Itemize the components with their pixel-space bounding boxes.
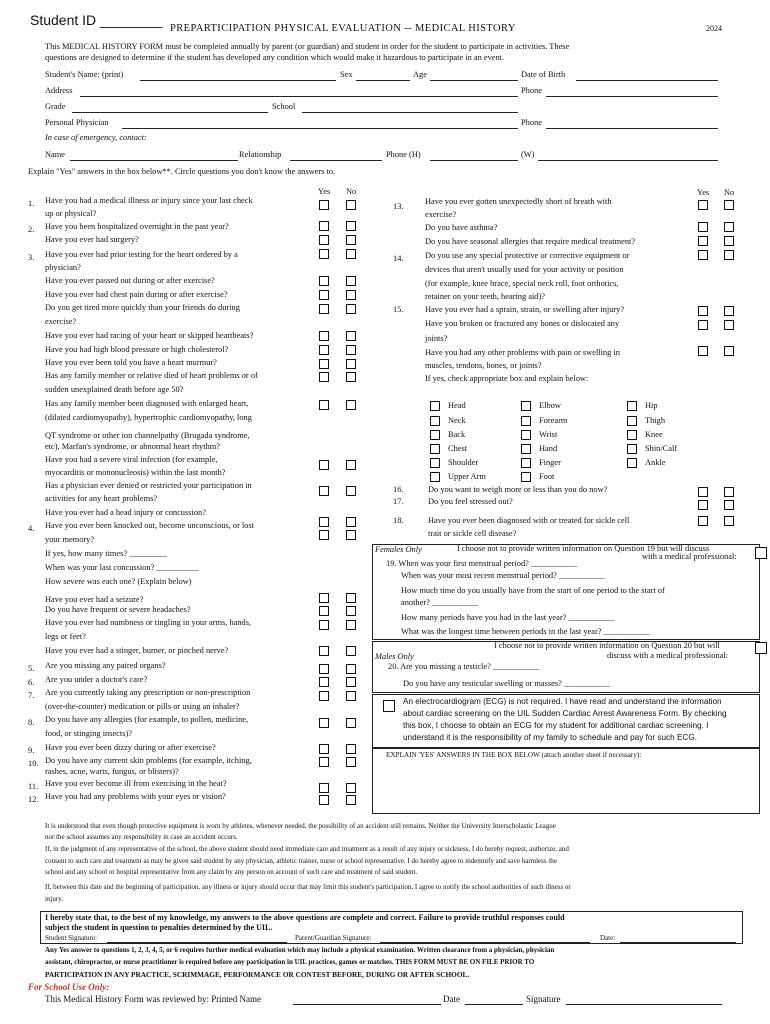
no-checkbox[interactable]	[346, 359, 356, 369]
sign-date-label: Date:	[600, 934, 616, 942]
legal-line-2: nor the school assumes any responsibility in case an accident occurs.	[45, 833, 238, 841]
no-checkbox[interactable]	[346, 606, 356, 616]
body-part-checkbox[interactable]	[627, 401, 637, 411]
yes-checkbox[interactable]	[698, 222, 708, 232]
yes-checkbox[interactable]	[698, 500, 708, 510]
no-checkbox[interactable]	[346, 593, 356, 603]
question-text: trait or sickle cell disease?	[428, 529, 517, 538]
question-number: 4.	[28, 524, 35, 533]
body-part-label: Ankle	[645, 458, 666, 467]
explain-yes-label: EXPLAIN 'YES' ANSWERS IN THE BOX BELOW (attach another sheet if necessary):	[386, 751, 642, 759]
body-part-checkbox[interactable]	[430, 430, 440, 440]
question-text: Have you ever had a sprain, strain, or swelling after injury?	[425, 305, 625, 314]
no-checkbox[interactable]	[724, 346, 734, 356]
males-choose-checkbox[interactable]	[755, 642, 767, 654]
student-name-label: Student's Name: (print)	[45, 70, 124, 79]
legal-line-4: consent to such care and treatment as may be given said student by any physician, athletic trainer, nurse or school representative. I do hereby agree to indemnify and save harmless the	[45, 857, 557, 865]
question-text: Have you ever had numbness or tingling in your arms, hands,	[45, 618, 252, 627]
body-part-label: Hip	[645, 401, 658, 410]
question-number: 8.	[28, 718, 35, 727]
phone-home-field[interactable]	[430, 160, 518, 161]
left-no-header: No	[346, 187, 357, 196]
no-checkbox[interactable]	[346, 757, 356, 767]
question-text: Have you ever had racing of your heart or skipped heartbeats?	[45, 331, 254, 340]
question-text: Have you ever become ill from exercising in the heat?	[45, 779, 227, 788]
question-number: 5.	[28, 664, 35, 673]
reviewed-by-label: This Medical History Form was reviewed by: Printed Name	[45, 994, 261, 1004]
body-part-label: Back	[448, 430, 466, 439]
question-text: Have you had any problems with your eyes or vision?	[45, 792, 226, 801]
body-part-checkbox[interactable]	[521, 401, 531, 411]
question-text: Have you ever had prior testing for the heart ordered by a	[45, 250, 238, 259]
question-text: QT syndrome or other ion channelpathy (Brugada syndrome,	[45, 431, 250, 440]
intro-line-2: questions are designed to determine if the student has developed any condition which would make it hazardous to participate in an event.	[45, 53, 505, 62]
no-checkbox[interactable]	[346, 718, 356, 728]
yes-checkbox[interactable]	[319, 290, 329, 300]
no-checkbox[interactable]	[346, 331, 356, 341]
yes-checkbox[interactable]	[319, 606, 329, 616]
reviewer-name-field[interactable]	[293, 1004, 441, 1005]
yes-checkbox[interactable]	[319, 486, 329, 496]
question-text: Have you ever had a seizure?	[45, 595, 144, 604]
footer-note-3: PARTICIPATION IN ANY PRACTICE, SCRIMMAGE, PERFORMANCE OR CONTEST BEFORE, DURING OR AFTER SCHOOL.	[45, 970, 470, 979]
question-text: Have you ever been told you have a heart murmur?	[45, 358, 217, 367]
certify-line-1: I hereby state that, to the best of my knowledge, my answers to the above questions are complete and correct. Failure to provide truthful responses could	[45, 913, 565, 922]
no-checkbox[interactable]	[346, 221, 356, 231]
question-text: Do you get tired more quickly than your friends do during	[45, 303, 240, 312]
question-text: exercise?	[45, 317, 77, 326]
ecg-checkbox[interactable]	[383, 700, 395, 712]
question-number: 17.	[393, 497, 404, 506]
yes-checkbox[interactable]	[319, 718, 329, 728]
yes-checkbox[interactable]	[319, 249, 329, 259]
student-id-label: Student ID ________	[30, 12, 163, 28]
question-text: Have you ever been knocked out, become unconscious, or lost	[45, 521, 255, 530]
question-number: 2.	[28, 225, 35, 234]
question-text: Have you had high blood pressure or high cholesterol?	[45, 345, 229, 354]
yes-checkbox[interactable]	[319, 276, 329, 286]
question-text: When was your last concussion? __________	[45, 563, 199, 572]
female-q19-e: How many periods have you had in the last year? ___________	[401, 613, 615, 622]
relationship-label: Relationship	[239, 150, 282, 159]
question-number: 16.	[393, 485, 404, 494]
yes-checkbox[interactable]	[319, 372, 329, 382]
question-text: up or physical?	[45, 209, 97, 218]
no-checkbox[interactable]	[346, 795, 356, 805]
legal-line-7: injury.	[45, 895, 64, 903]
question-text: muscles, tendons, bones, or joints?	[425, 361, 542, 370]
question-text: Has any family member or relative died of heart problems or of	[45, 371, 258, 380]
yes-checkbox[interactable]	[698, 346, 708, 356]
question-text: Have you ever had surgery?	[45, 235, 139, 244]
no-checkbox[interactable]	[724, 320, 734, 330]
male-q20-a: 20. Are you missing a testicle? ___________	[388, 662, 539, 671]
emergency-name-field[interactable]	[70, 160, 238, 161]
body-part-label: Foot	[539, 472, 555, 481]
yes-checkbox[interactable]	[319, 757, 329, 767]
relationship-field[interactable]	[290, 160, 382, 161]
female-q19-a: 19. When was your first menstrual period? ___________	[386, 559, 578, 568]
parent-signature-label: Parent/Guardian Signature:	[295, 934, 372, 942]
question-text: exercise?	[425, 210, 457, 219]
question-text: Have you had a severe viral infection (for example,	[45, 455, 218, 464]
yes-checkbox[interactable]	[319, 460, 329, 470]
question-text: Do you feel stressed out?	[428, 497, 513, 506]
yes-checkbox[interactable]	[319, 783, 329, 793]
no-checkbox[interactable]	[346, 290, 356, 300]
question-number: 13.	[393, 202, 404, 211]
no-checkbox[interactable]	[346, 372, 356, 382]
yes-checkbox[interactable]	[319, 221, 329, 231]
body-part-checkbox[interactable]	[521, 430, 531, 440]
no-checkbox[interactable]	[724, 306, 734, 316]
footer-note-2: assistant, chiropractor, or nurse practitioner is required before any participation in UIL practices, games or matches. THIS FORM MUST BE ON FILE PRIOR TO	[45, 958, 535, 966]
right-yes-header: Yes	[697, 188, 710, 197]
question-text: (dilated cardiomyopathy), hypertrophic cardiomyopathy, long	[45, 413, 252, 422]
yes-checkbox[interactable]	[319, 677, 329, 687]
yes-checkbox[interactable]	[319, 345, 329, 355]
question-text: Do you have seasonal allergies that require medical treatment?	[425, 237, 636, 246]
yes-checkbox[interactable]	[698, 487, 708, 497]
no-checkbox[interactable]	[724, 250, 734, 260]
yes-checkbox[interactable]	[698, 320, 708, 330]
body-part-checkbox[interactable]	[430, 458, 440, 468]
question-text: rashes, acne, warts, fungus, or blisters)?	[45, 767, 179, 776]
no-checkbox[interactable]	[346, 276, 356, 286]
left-yes-header: Yes	[318, 187, 331, 196]
yes-checkbox[interactable]	[319, 530, 329, 540]
female-q19-d: another? ___________	[401, 598, 478, 607]
body-part-label: Forearm	[539, 416, 568, 425]
no-checkbox[interactable]	[346, 691, 356, 701]
reviewed-date-field[interactable]	[465, 1004, 523, 1005]
females-choose-text: I choose not to provide written information on Question 19 but will discuss	[457, 544, 710, 553]
question-text: food, or stinging insects)?	[45, 729, 132, 738]
no-checkbox[interactable]	[346, 400, 356, 410]
dob-label: Date of Birth	[521, 70, 566, 79]
sign-date-field[interactable]	[620, 942, 736, 943]
question-text: Do you have any current skin problems (for example, itching,	[45, 756, 252, 765]
no-checkbox[interactable]	[346, 677, 356, 687]
grade-label: Grade	[45, 102, 66, 111]
question-text: Have you ever been diagnosed with or treated for sickle cell	[428, 516, 630, 525]
address-field[interactable]	[80, 96, 518, 97]
question-text: How severe was each one? (Explain below)	[45, 577, 192, 586]
male-q20-b: Do you have any testicular swelling or masses? ___________	[403, 679, 611, 688]
body-part-label: Shoulder	[448, 458, 479, 467]
body-part-label: Finger	[539, 458, 561, 467]
body-part-checkbox[interactable]	[430, 416, 440, 426]
legal-line-5: school and any school or hospital representative from any claim by any person on account of such care and treatment of said student.	[45, 868, 418, 876]
yes-checkbox[interactable]	[319, 593, 329, 603]
body-part-label: Shin/Calf	[645, 444, 678, 453]
explain-note: Explain "Yes" answers in the box below**. Circle questions you don't know the answers to.	[28, 167, 336, 176]
no-checkbox[interactable]	[346, 249, 356, 259]
question-text: physician?	[45, 263, 81, 272]
body-part-checkbox[interactable]	[627, 430, 637, 440]
right-no-header: No	[724, 188, 735, 197]
no-checkbox[interactable]	[346, 620, 356, 630]
yes-checkbox[interactable]	[319, 304, 329, 314]
yes-checkbox[interactable]	[698, 200, 708, 210]
body-part-label: Wrist	[539, 430, 558, 439]
body-part-checkbox[interactable]	[521, 416, 531, 426]
question-text: Are you currently taking any prescription or non-prescription	[45, 688, 251, 697]
question-number: 10.	[28, 759, 39, 768]
question-text: Has a physician ever denied or restricted your participation in	[45, 481, 252, 490]
female-q19-c: How much time do you usually have from the start of one period to the start of	[401, 586, 665, 595]
no-checkbox[interactable]	[724, 516, 734, 526]
question-text: retainer on your teeth, hearing aid)?	[425, 292, 545, 301]
ecg-line-4: understand it is the responsibility of my family to schedule and pay for such ECG.	[403, 733, 697, 742]
question-number: 14.	[393, 254, 404, 263]
question-text: If yes, check appropriate box and explain below:	[425, 374, 589, 383]
phone-work-label: (W)	[521, 150, 535, 159]
question-text: Do you have any allergies (for example, to pollen, medicine,	[45, 715, 249, 724]
phone-field[interactable]	[546, 96, 718, 97]
ecg-line-3: this box, I choose to obtain an ECG for my student for additional cardiac screening. I	[403, 721, 709, 730]
school-field[interactable]	[302, 112, 518, 113]
reviewed-date-label: Date	[443, 994, 460, 1004]
address-label: Address	[45, 86, 73, 95]
body-part-label: Knee	[645, 430, 663, 439]
yes-checkbox[interactable]	[698, 250, 708, 260]
yes-checkbox[interactable]	[319, 620, 329, 630]
question-text: devices that aren't usually used for your activity or position	[425, 265, 624, 274]
legal-line-6: If, between this date and the beginning of participation, any illness or injury should occur that may limit this student's participation, I agree to notify the school authorities of such illness or	[45, 883, 571, 891]
question-text: Have you ever had chest pain during or after exercise?	[45, 290, 228, 299]
physician-field[interactable]	[122, 128, 518, 129]
intro-line-1: This MEDICAL HISTORY FORM must be completed annually by parent (or guardian) and student in order for the student to participate in activities. These	[45, 42, 570, 51]
physician-label: Personal Physician	[45, 118, 109, 127]
question-text: Have you ever passed out during or after exercise?	[45, 276, 215, 285]
question-text: Do you have frequent or severe headaches?	[45, 605, 191, 614]
no-checkbox[interactable]	[724, 200, 734, 210]
question-number: 7.	[28, 691, 35, 700]
body-part-label: Thigh	[645, 416, 666, 425]
no-checkbox[interactable]	[346, 646, 356, 656]
yes-checkbox[interactable]	[319, 646, 329, 656]
ecg-line-1: An electrocardiogram (ECG) is not required. I have read and understand the information	[403, 697, 722, 706]
yes-checkbox[interactable]	[698, 236, 708, 246]
yes-checkbox[interactable]	[319, 744, 329, 754]
body-part-checkbox[interactable]	[521, 444, 531, 454]
question-number: 9.	[28, 746, 35, 755]
question-text: myocarditis or mononucleosis) within the last month?	[45, 468, 226, 477]
question-number: 6.	[28, 678, 35, 687]
yes-checkbox[interactable]	[319, 691, 329, 701]
body-part-checkbox[interactable]	[430, 401, 440, 411]
question-text: your memory?	[45, 535, 95, 544]
page-title: PREPARTICIPATION PHYSICAL EVALUATION -- MEDICAL HISTORY	[170, 23, 516, 34]
question-text: (over-the-counter) medication or pills or using an inhaler?	[45, 702, 240, 711]
school-use-label: For School Use Only:	[28, 982, 110, 992]
question-text: Have you ever had a stinger, burner, or pinched nerve?	[45, 646, 229, 655]
no-checkbox[interactable]	[346, 664, 356, 674]
question-text: Do you use any special protective or corrective equipment or	[425, 251, 630, 260]
no-checkbox[interactable]	[724, 222, 734, 232]
yes-checkbox[interactable]	[319, 400, 329, 410]
ecg-line-2: about cardiac screening on the UIL Sudden Cardiac Arrest Awareness Form. By checking	[403, 709, 727, 718]
body-part-label: Hand	[539, 444, 558, 453]
question-number: 15.	[393, 305, 404, 314]
yes-checkbox[interactable]	[319, 664, 329, 674]
no-checkbox[interactable]	[346, 304, 356, 314]
question-text: activities for any heart problems?	[45, 494, 158, 503]
age-label: Age	[413, 70, 427, 79]
body-part-checkbox[interactable]	[627, 416, 637, 426]
question-text: Have you broken or fractured any bones or dislocated any	[425, 319, 620, 328]
body-part-checkbox[interactable]	[521, 472, 531, 482]
sex-label: Sex	[340, 70, 353, 79]
physician-phone-field[interactable]	[546, 128, 718, 129]
males-choose-text-2: discuss with a medical professional:	[607, 651, 728, 660]
question-text: Do you want to weigh more or less than you do now?	[428, 485, 608, 494]
reviewer-signature-label: Signature	[526, 994, 561, 1004]
yes-checkbox[interactable]	[319, 200, 329, 210]
question-text: legs or feet?	[45, 632, 86, 641]
males-only-label: Males Only	[375, 652, 414, 661]
question-text: (for example, knee brace, special neck roll, foot orthotics,	[425, 279, 619, 288]
age-field[interactable]	[430, 80, 518, 81]
emergency-heading: In case of emergency, contact:	[45, 133, 147, 142]
legal-line-3: If, in the judgment of any representative of the school, the above student should need immediate care and treatment as a result of any injury or sickness, I do hereby request, authorize, and	[45, 845, 569, 853]
reviewer-signature-field[interactable]	[566, 1004, 722, 1005]
parent-signature-field[interactable]	[380, 942, 590, 943]
question-text: Have you ever gotten unexpectedly short of breath with	[425, 197, 612, 206]
body-part-label: Upper Arm	[448, 472, 486, 481]
body-part-checkbox[interactable]	[430, 444, 440, 454]
body-part-label: Elbow	[539, 401, 561, 410]
yes-checkbox[interactable]	[319, 235, 329, 245]
no-checkbox[interactable]	[724, 236, 734, 246]
question-text: Have you been hospitalized overnight in the past year?	[45, 222, 229, 231]
yes-checkbox[interactable]	[319, 359, 329, 369]
yes-checkbox[interactable]	[319, 795, 329, 805]
question-number: 18.	[393, 516, 404, 525]
yes-checkbox[interactable]	[319, 517, 329, 527]
question-text: If yes, how many times? _________	[45, 549, 167, 558]
body-part-label: Head	[448, 401, 466, 410]
yes-checkbox[interactable]	[698, 306, 708, 316]
question-text: Are you missing any paired organs?	[45, 661, 166, 670]
question-text: Are you under a doctor's care?	[45, 675, 148, 684]
question-text: Have you ever had a head injury or concussion?	[45, 508, 206, 517]
females-choose-checkbox[interactable]	[755, 547, 767, 559]
question-text: Have you had any other problems with pain or swelling in	[425, 348, 620, 357]
sex-field[interactable]	[356, 80, 410, 81]
question-text: Have you ever been dizzy during or after exercise?	[45, 743, 216, 752]
question-text: Do you have asthma?	[425, 223, 498, 232]
question-text: sudden unexplained death before age 50?	[45, 385, 184, 394]
no-checkbox[interactable]	[724, 500, 734, 510]
dob-field[interactable]	[576, 80, 718, 81]
form-year: 2024	[706, 24, 722, 33]
females-only-label: Females Only	[375, 545, 422, 554]
school-label: School	[272, 102, 296, 111]
footer-note-1: Any Yes answer to questions 1, 2, 3, 4, 5, or 6 requires further medical evaluation which may include a physical examination. Written clearance from a physician, physician	[45, 946, 555, 954]
grade-field[interactable]	[72, 112, 268, 113]
student-signature-label: Student Signature:	[45, 934, 97, 942]
question-text: Has any family member been diagnosed with enlarged heart,	[45, 399, 249, 408]
no-checkbox[interactable]	[346, 486, 356, 496]
yes-checkbox[interactable]	[319, 331, 329, 341]
certify-line-2: subject the student in question to penalties determined by the UIL.	[45, 923, 273, 932]
no-checkbox[interactable]	[346, 345, 356, 355]
no-checkbox[interactable]	[346, 235, 356, 245]
no-checkbox[interactable]	[346, 530, 356, 540]
no-checkbox[interactable]	[724, 487, 734, 497]
physician-phone-label: Phone	[521, 118, 542, 127]
question-number: 12.	[28, 795, 39, 804]
phone-label: Phone	[521, 86, 542, 95]
phone-home-label: Phone (H)	[386, 150, 421, 159]
legal-line-1: It is understood that even though protective equipment is worn by athletes, whenever needed, the possibility of an accident still remains. Neither the University Interscholastic League	[45, 822, 556, 830]
body-part-checkbox[interactable]	[627, 444, 637, 454]
body-part-label: Chest	[448, 444, 468, 453]
question-number: 1.	[28, 199, 35, 208]
no-checkbox[interactable]	[346, 783, 356, 793]
question-text: etc), Marfan's syndrome, or abnormal heart rhythm?	[45, 442, 220, 451]
body-part-label: Neck	[448, 416, 466, 425]
yes-checkbox[interactable]	[698, 516, 708, 526]
question-number: 3.	[28, 253, 35, 262]
females-choose-text-2: with a medical professional:	[642, 552, 737, 561]
phone-work-field[interactable]	[538, 160, 718, 161]
female-q19-f: What was the longest time between periods in the last year? ___________	[401, 627, 650, 636]
no-checkbox[interactable]	[346, 460, 356, 470]
males-choose-text: I choose not to provide written information on Question 20 but will	[494, 641, 720, 650]
no-checkbox[interactable]	[346, 744, 356, 754]
emergency-name-label: Name	[45, 150, 65, 159]
student-name-field[interactable]	[140, 80, 336, 81]
body-part-checkbox[interactable]	[627, 458, 637, 468]
question-text: Have you had a medical illness or injury since your last check	[45, 196, 253, 205]
no-checkbox[interactable]	[346, 200, 356, 210]
question-text: joints?	[425, 334, 448, 343]
no-checkbox[interactable]	[346, 517, 356, 527]
question-number: 11.	[28, 782, 39, 791]
student-signature-field[interactable]	[107, 942, 287, 943]
body-part-checkbox[interactable]	[521, 458, 531, 468]
body-part-checkbox[interactable]	[430, 472, 440, 482]
female-q19-b: When was your most recent menstrual period? ___________	[401, 571, 605, 580]
